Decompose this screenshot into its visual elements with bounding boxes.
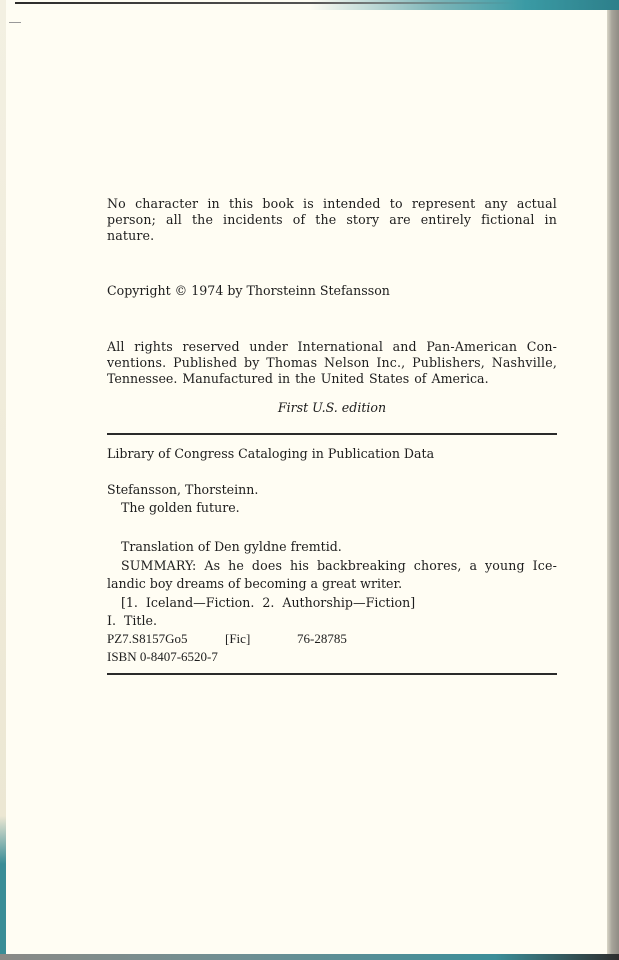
book-right-edge (607, 10, 619, 954)
edge-mark (9, 22, 21, 23)
lccn: 76-28785 (297, 631, 347, 646)
cip-added-entry: I. Title. (107, 613, 157, 628)
cip-summary (107, 557, 557, 593)
cip-title: The golden future. (121, 500, 240, 515)
cip-translation: Translation of Den gyldne fremtid. (121, 539, 342, 554)
disclaimer-text: No character in this book is intended to represent any actual person; all the incidents of the story are entirely fictional in nature. (107, 196, 557, 243)
top-edge-shadow-line (15, 2, 515, 4)
copyright-page (6, 10, 607, 954)
divider-top (107, 433, 557, 435)
isbn: ISBN 0-8407-6520-7 (107, 649, 218, 664)
classification: [Fic] (225, 631, 251, 646)
rights-line-3: Tennessee. Manufactured in the United States of America. (107, 371, 489, 386)
cip-heading: Library of Congress Cataloging in Publication Data (107, 446, 435, 461)
rights-line-1: All rights reserved under International and Pan-American Con- (107, 339, 557, 354)
divider-bottom (107, 673, 557, 675)
book-cover-bottom-edge (0, 954, 619, 960)
copyright-notice: Copyright © 1974 by Thorsteinn Stefansson (107, 283, 390, 298)
cip-author: Stefansson, Thorsteinn. (107, 482, 259, 497)
rights-statement (107, 339, 557, 387)
cip-subjects: [1. Iceland—Fiction. 2. Authorship—Fiction] (121, 595, 416, 610)
summary-line-2: landic boy dreams of becoming a great writer. (107, 576, 403, 591)
summary-line-1: SUMMARY: As he does his backbreaking chores, a young Ice- (121, 558, 557, 573)
edition-note: First U.S. edition (277, 400, 387, 415)
rights-line-2: ventions. Published by Thomas Nelson Inc., Publishers, Nashville, (107, 355, 557, 370)
call-number: PZ7.S8157Go5 (107, 631, 188, 646)
